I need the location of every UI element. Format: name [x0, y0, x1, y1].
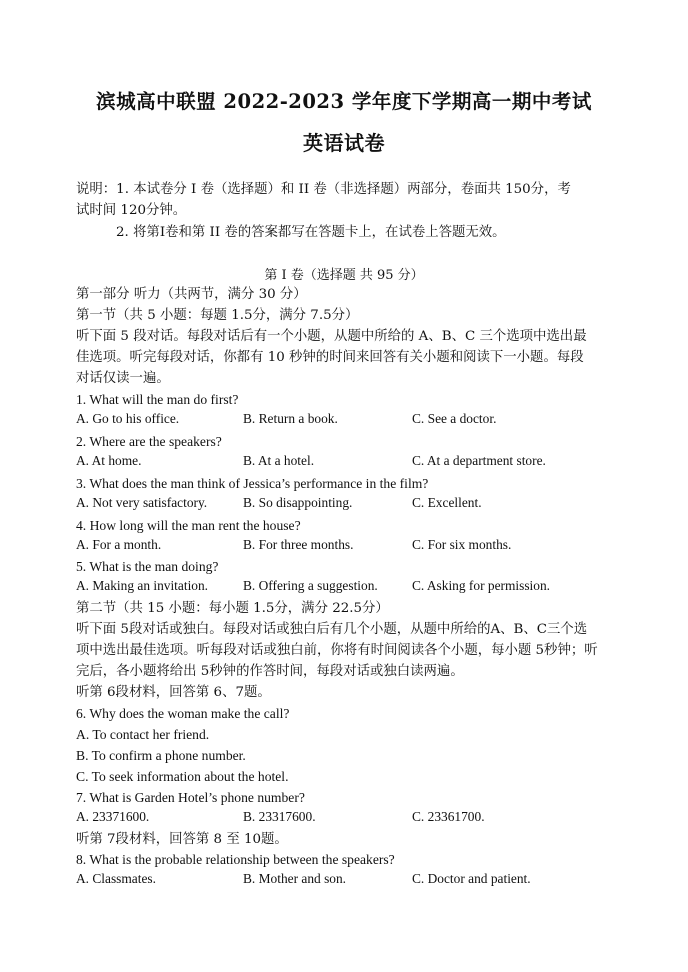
section2-heading: 第二节（共 15 小题：每小题 1.5分，满分 22.5分）: [76, 601, 389, 616]
section1-instructions-2: 佳选项。听完每段对话，你都有 10 秒钟的时间来回答有关小题和阅读下一小题。每段: [76, 350, 584, 365]
part-heading: 第一部分 听力（共两节，满分 30 分）: [76, 287, 307, 302]
option-b: B. So disappointing.: [243, 495, 353, 510]
option-c: C. At a department store.: [412, 453, 546, 468]
option-a: A. Not very satisfactory.: [76, 495, 208, 510]
option-a: A. For a month.: [76, 537, 162, 552]
option-a: A. At home.: [76, 453, 142, 468]
section2-instructions-1: 听下面 5段对话或独白。每段对话或独白后有几个小题，从题中所给的A、B、C三个选: [76, 622, 588, 637]
question-stem: 5. What is the man doing?: [76, 559, 219, 574]
option-a: A. Making an invitation.: [76, 578, 209, 593]
section1-instructions-1: 听下面 5 段对话。每段对话后有一个小题，从题中所给的 A、B、C 三个选项中选出最: [76, 329, 587, 344]
option-b: B. To confirm a phone number.: [76, 748, 246, 763]
note-line-2: 试时间 120分钟。: [76, 203, 187, 218]
option-b: B. 23317600.: [243, 809, 316, 824]
section2-instructions-3: 完后，各小题将给出 5秒钟的作答时间，每段对话或独白读两遍。: [76, 664, 464, 679]
material-instruction: 听第 7段材料，回答第 8 至 10题。: [76, 832, 288, 847]
option-b: B. Mother and son.: [243, 871, 347, 886]
volume-heading: 第 I 卷（选择题 共 95 分）: [264, 268, 424, 283]
note-line-3: 2. 将第I卷和第 II 卷的答案都写在答题卡上，在试卷上答题无效。: [116, 225, 506, 240]
section1-heading: 第一节（共 5 小题：每题 1.5分，满分 7.5分）: [76, 308, 359, 323]
option-a: A. 23371600.: [76, 809, 150, 824]
option-c: C. Excellent.: [412, 495, 482, 510]
option-b: B. Offering a suggestion.: [243, 578, 378, 593]
question-stem: 7. What is Garden Hotel’s phone number?: [76, 790, 305, 805]
exam-subtitle: 英语试卷: [303, 131, 385, 155]
question-stem: 6. Why does the woman make the call?: [76, 706, 290, 721]
option-b: B. Return a book.: [243, 411, 338, 426]
option-a: A. Classmates.: [76, 871, 156, 886]
option-a: A. Go to his office.: [76, 411, 180, 426]
question-stem: 1. What will the man do first?: [76, 392, 239, 407]
option-c: C. To seek information about the hotel.: [76, 769, 289, 784]
section2-instructions-2: 项中选出最佳选项。听每段对话或独白前，你将有时间阅读各个小题，每小题 5秒钟；听: [76, 643, 598, 658]
option-c: C. See a doctor.: [412, 411, 497, 426]
option-c: C. Asking for permission.: [412, 578, 550, 593]
option-b: B. For three months.: [243, 537, 354, 552]
option-a: A. To contact her friend.: [76, 727, 210, 742]
option-c: C. 23361700.: [412, 809, 485, 824]
question-stem: 3. What does the man think of Jessica’s performance in the film?: [76, 476, 429, 491]
question-stem: 2. Where are the speakers?: [76, 434, 222, 449]
option-c: C. For six months.: [412, 537, 512, 552]
option-c: C. Doctor and patient.: [412, 871, 531, 886]
option-b: B. At a hotel.: [243, 453, 315, 468]
note-line-1: 说明：1. 本试卷分 I 卷（选择题）和 II 卷（非选择题）两部分，卷面共 150分，考: [76, 182, 571, 197]
question-stem: 4. How long will the man rent the house?: [76, 518, 301, 533]
exam-title: 滨城高中联盟 2022-2023 学年度下学期高一期中考试: [96, 90, 592, 113]
section1-instructions-3: 对话仅读一遍。: [76, 371, 170, 386]
question-stem: 8. What is the probable relationship between the speakers?: [76, 852, 395, 867]
material-instruction: 听第 6段材料，回答第 6、7题。: [76, 685, 271, 700]
